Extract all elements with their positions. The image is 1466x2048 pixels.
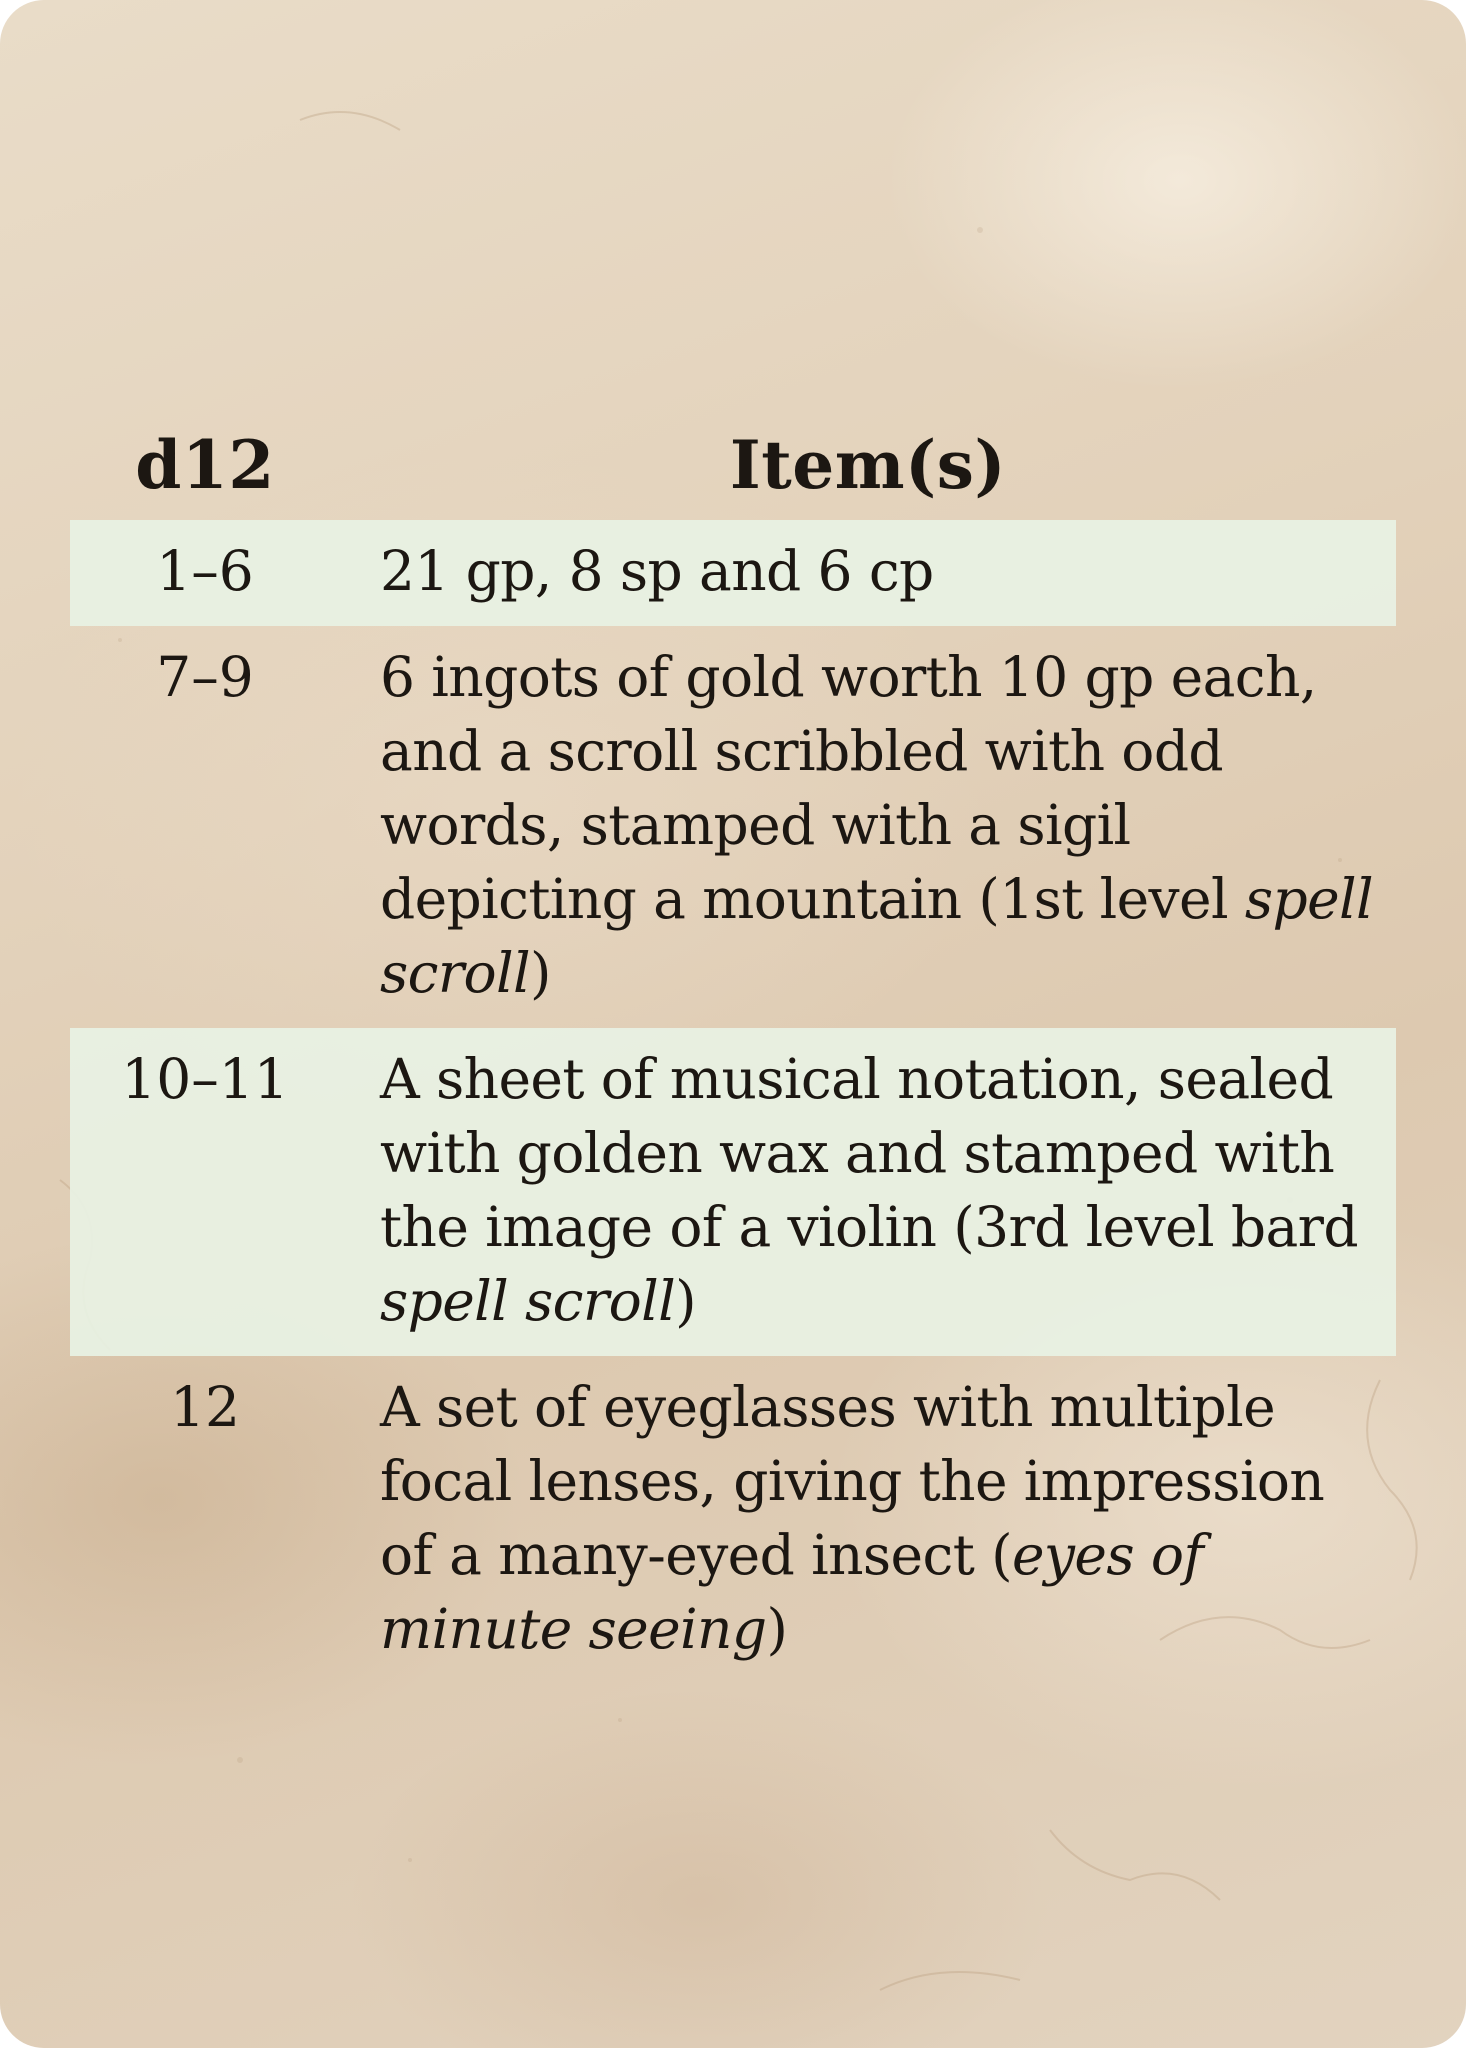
item-italic: spell scroll <box>380 867 1374 1005</box>
item-suffix: ) <box>530 941 551 1005</box>
item-cell <box>340 520 1396 626</box>
item-text: 21 gp, 8 sp and 6 cp <box>380 539 934 603</box>
table-row <box>70 1028 1396 1356</box>
item-suffix: ) <box>766 1597 788 1661</box>
column-header-d12: d12 <box>135 426 275 504</box>
roll-cell: 12 <box>170 1375 240 1439</box>
header-row <box>70 410 1396 520</box>
item-text: A set of eyeglasses with multiple focal lenses, giving the impression of a many-eyed insect ( <box>380 1375 1325 1587</box>
column-header-items: Item(s) <box>729 426 1007 504</box>
item-text: 6 ingots of gold worth 10 gp each, and a scroll scribbled with odd words, stamped with a sigil depicting a mountain (1st level <box>380 645 1317 931</box>
item-cell <box>340 1028 1396 1356</box>
roll-cell: 1–6 <box>70 520 340 626</box>
roll-cell: 10–11 <box>70 1028 340 1356</box>
item-cell <box>340 1356 1396 1684</box>
roll-cell: 7–9 <box>156 645 254 709</box>
item-text: A sheet of musical notation, sealed with golden wax and stamped with the image of a violin (3rd level bard <box>380 1047 1358 1259</box>
table-row <box>70 626 1396 1028</box>
table-row <box>70 520 1396 626</box>
item-italic: spell scroll <box>380 1269 676 1333</box>
loot-table <box>70 410 1396 1684</box>
item-italic: eyes of minute seeing <box>380 1523 1204 1661</box>
item-suffix: ) <box>675 1269 696 1333</box>
item-cell <box>340 626 1396 1028</box>
table-row <box>70 1356 1396 1684</box>
